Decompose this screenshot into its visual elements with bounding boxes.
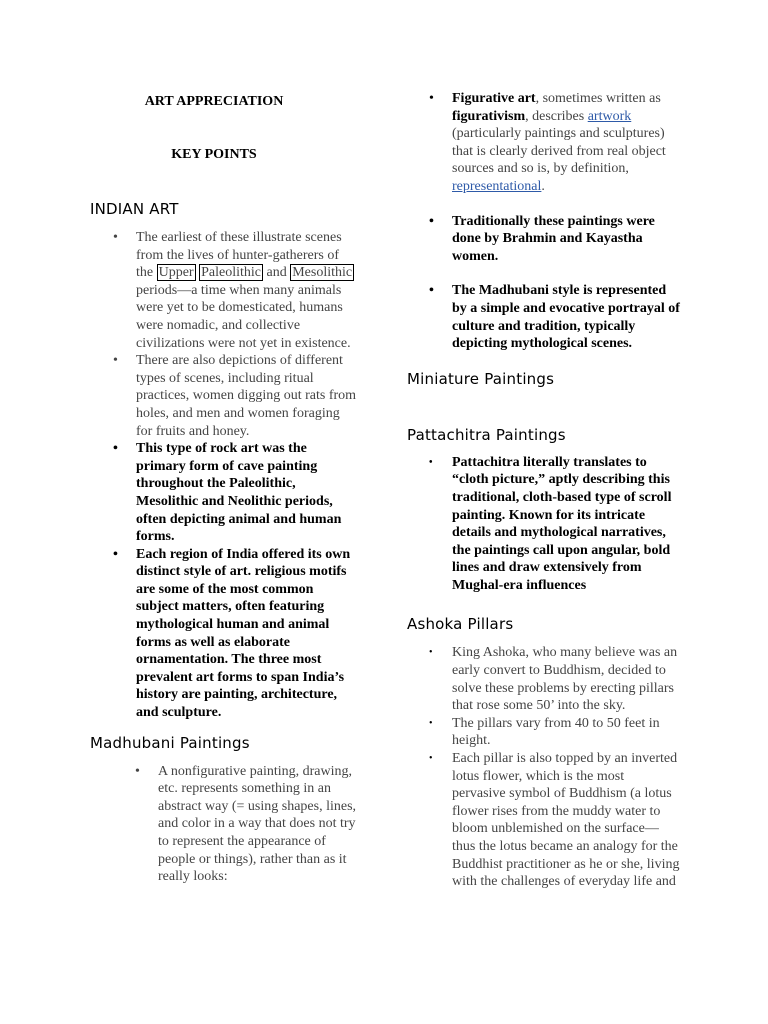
bullet-icon: •	[113, 353, 118, 369]
representational-link[interactable]: representational	[452, 178, 542, 194]
list-item: • Each region of India offered its own distinct style of art. religious motifs are some of the most common subject matters, often featuring mythological human and animal forms as well as elaborate ornamentation. The three most prevalent art forms to span India’s history are painting, architecture, and sculpture.	[113, 546, 351, 721]
list-item: • King Ashoka, who many believe was an early convert to Buddhism, decided to solve these problems by erecting pillars that rose some 50’ into the sky.	[429, 645, 678, 714]
bullet-icon: •	[113, 441, 118, 457]
list-item: • Figurative art, sometimes written as figurativism, describes artwork (particularly paintings and sculptures) that is clearly derived from real object sources and so is, by definition, representational.	[429, 91, 666, 194]
highlight-box: Upper	[158, 265, 194, 281]
bullet-icon: •	[429, 456, 433, 468]
list-item: • There are also depictions of different types of scenes, including ritual practices, women digging out rats from holes, and men and women foraging for fruits and honey.	[113, 353, 357, 439]
bullet-icon: •	[429, 717, 433, 729]
madhubani-list	[135, 763, 358, 886]
section-heading-ashoka: Ashoka Pillars	[407, 615, 514, 634]
list-item: • The Madhubani style is represented by a simple and evocative portrayal of culture and tradition, typically depicting mythological scenes.	[429, 283, 680, 352]
bullet-icon: •	[429, 91, 434, 106]
list-item: • This type of rock art was the primary form of cave painting throughout the Paleolithic, Mesolithic and Neolithic periods, often depicting animal and human forms.	[113, 441, 342, 545]
section-heading-pattachitra: Pattachitra Paintings	[407, 425, 566, 444]
section-heading-madhubani: Madhubani Paintings	[90, 733, 250, 752]
indian-art-list	[113, 229, 358, 722]
list-item: • The earliest of these illustrate scenes from the lives of hunter-gatherers of the Upper Paleolithic and Mesolithic periods—a time when many animals were yet to be domesticated, humans were nomadic, and collective civilizations were not yet in existence.	[113, 230, 353, 351]
list-item: • Traditionally these paintings were done by Brahmin and Kayastha women.	[429, 213, 655, 264]
bullet-icon: •	[429, 213, 434, 229]
figurative-list	[429, 90, 680, 353]
bullet-icon: •	[429, 753, 433, 765]
list-item: • Pattachitra literally translates to “cloth picture,” aptly describing this traditional, cloth-based type of scroll painting. Known for its intricate details and mythological narratives, the paintings call upon angular, bold lines and draw extensively from Mughal-era influences	[429, 454, 672, 593]
ashoka-list	[429, 644, 680, 890]
highlight-box: Paleolithic	[201, 265, 261, 281]
list-item: • The pillars vary from 40 to 50 feet in height.	[429, 715, 660, 749]
bullet-icon: •	[429, 283, 434, 299]
bullet-icon: •	[429, 647, 433, 659]
artwork-link[interactable]: artwork	[587, 108, 632, 124]
bullet-icon: •	[113, 230, 118, 245]
document-title: ART APPRECIATION	[144, 94, 284, 109]
section-heading-miniature: Miniature Paintings	[407, 369, 555, 388]
bullet-icon: •	[135, 763, 140, 779]
pattachitra-list	[429, 454, 680, 595]
list-item: • A nonfigurative painting, drawing, etc. represents something in an abstract way (= using shapes, lines, and color in a way that does not try to represent the appearance of people or things), rather than as it really looks:	[135, 763, 357, 885]
left-column	[90, 92, 362, 886]
section-heading-indian-art: INDIAN ART	[90, 200, 179, 218]
highlight-box: Mesolithic	[292, 265, 353, 281]
right-column	[407, 90, 683, 891]
list-item: • Each pillar is also topped by an inverted lotus flower, which is the most pervasive symbol of Buddhism (a lotus flower rises from the muddy water to bloom unblemished on the surface—thus the lotus became an analogy for the Buddhist practitioner as he or she, living with the challenges of everyday life and	[429, 751, 680, 890]
bullet-icon: •	[113, 546, 118, 562]
document-subtitle: KEY POINTS	[171, 147, 257, 162]
